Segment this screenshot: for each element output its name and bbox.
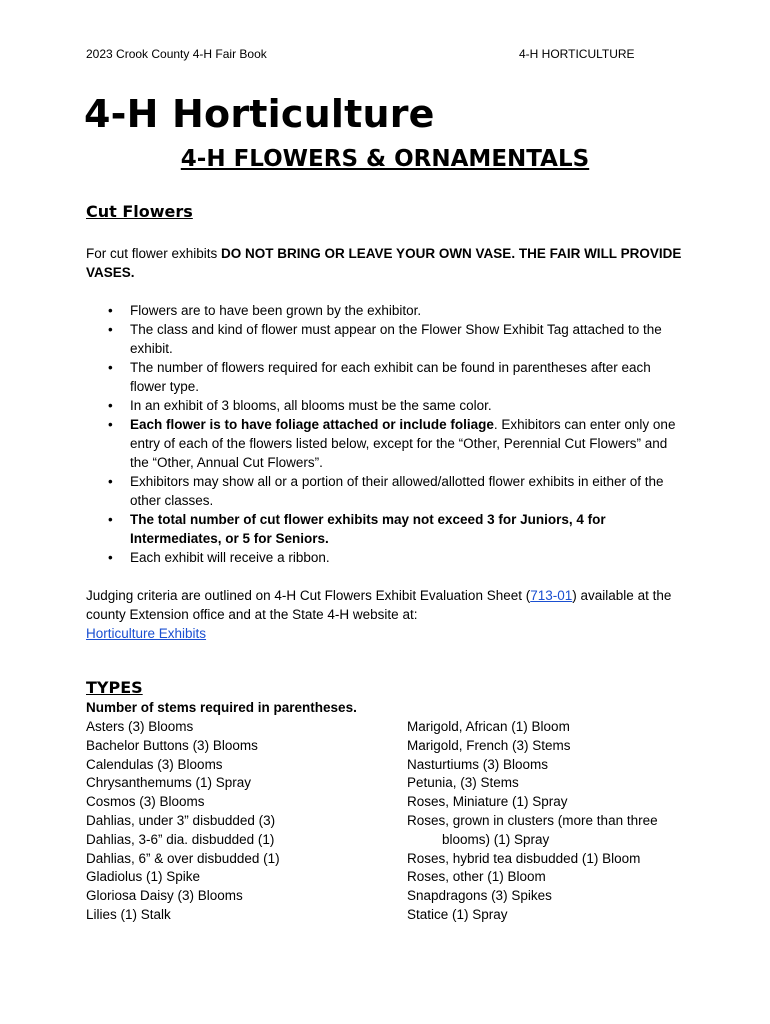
list-item <box>86 396 686 415</box>
horticulture-exhibits-link[interactable]: Horticulture Exhibits <box>86 626 207 641</box>
running-header-right: 4-H HORTICULTURE <box>519 47 635 61</box>
rules-list <box>86 301 686 567</box>
list-item-text: Each exhibit will receive a ribbon. <box>130 550 330 565</box>
list-item <box>86 320 686 358</box>
list-item-text: Exhibitors may show all or a portion of their allowed/allotted flower exhibits in either of the other classes. <box>130 474 664 508</box>
list-item <box>86 510 686 548</box>
list-item: Asters (3) Blooms <box>86 719 194 734</box>
page-title: 4-H Horticulture <box>84 92 435 136</box>
list-item: Gladiolus (1) Spike <box>86 869 201 885</box>
evaluation-sheet-link[interactable]: 713-01 <box>530 588 573 603</box>
cut-flowers-intro <box>86 244 686 282</box>
list-item: Roses, other (1) Bloom <box>407 869 546 885</box>
list-item: Chrysanthemums (1) Spray <box>86 775 252 791</box>
list-item <box>86 548 686 567</box>
list-item-continuation: blooms) (1) Spray <box>442 831 550 847</box>
list-item-bold: The total number of cut flower exhibits may not exceed 3 for Juniors, 4 for Intermediates, or 5 for Seniors. <box>130 512 606 546</box>
types-heading: TYPES <box>86 678 143 697</box>
list-item: Cosmos (3) Blooms <box>86 794 205 810</box>
types-list-right <box>407 718 707 925</box>
list-item: Dahlias, under 3” disbudded (3) <box>86 812 276 828</box>
list-item: Bachelor Buttons (3) Blooms <box>86 737 258 753</box>
list-item: Gloriosa Daisy (3) Blooms <box>86 888 243 904</box>
running-header-left: 2023 Crook County 4-H Fair Book <box>86 47 267 61</box>
intro-emphasis: DO NOT BRING OR LEAVE YOUR OWN VASE. THE FAIR WILL PROVIDE VASES. <box>86 246 682 280</box>
criteria-text-end: ) available at the county Extension office and at the State 4-H website at: <box>86 588 672 622</box>
types-list-left <box>86 718 386 925</box>
list-item-bold: Each flower is to have foliage attached or include foliage <box>130 417 494 432</box>
types-note: Number of stems required in parentheses. <box>86 700 357 715</box>
list-item-text: Flowers are to have been grown by the exhibitor. <box>130 303 422 318</box>
list-item: Snapdragons (3) Spikes <box>407 888 552 904</box>
judging-criteria <box>86 586 686 643</box>
intro-text: For cut flower exhibits <box>86 246 222 261</box>
page-subtitle: 4-H FLOWERS & ORNAMENTALS <box>180 146 590 172</box>
list-item: Petunia, (3) Stems <box>407 775 519 791</box>
list-item: Roses, Miniature (1) Spray <box>407 794 568 810</box>
list-item: Marigold, French (3) Stems <box>407 737 571 753</box>
list-item-text: The number of flowers required for each exhibit can be found in parentheses after each flower type. <box>130 360 651 394</box>
list-item-text: . Exhibitors can enter only one entry of each of the flowers listed below, except for the “Other, Perennial Cut Flowers” and the “Other, Annual Cut Flowers”. <box>130 417 676 470</box>
list-item <box>86 358 686 396</box>
list-item: Marigold, African (1) Bloom <box>407 719 570 734</box>
list-item: Roses, grown in clusters (more than three <box>407 812 658 828</box>
list-item-text: In an exhibit of 3 blooms, all blooms must be the same color. <box>130 398 492 413</box>
list-item <box>86 415 686 472</box>
list-item: Roses, hybrid tea disbudded (1) Bloom <box>407 850 641 866</box>
list-item <box>86 472 686 510</box>
cut-flowers-heading: Cut Flowers <box>86 202 193 221</box>
list-item: Dahlias, 3-6” dia. disbudded (1) <box>86 831 275 847</box>
list-item: Lilies (1) Stalk <box>86 906 171 922</box>
list-item: Calendulas (3) Blooms <box>86 756 223 772</box>
list-item: Dahlias, 6” & over disbudded (1) <box>86 850 280 866</box>
list-item-text: The class and kind of flower must appear on the Flower Show Exhibit Tag attached to the exhibit. <box>130 322 662 356</box>
list-item: Nasturtiums (3) Blooms <box>407 756 549 772</box>
list-item: Statice (1) Spray <box>407 906 508 922</box>
criteria-text: Judging criteria are outlined on 4-H Cut Flowers Exhibit Evaluation Sheet ( <box>86 588 531 603</box>
list-item <box>86 301 686 320</box>
